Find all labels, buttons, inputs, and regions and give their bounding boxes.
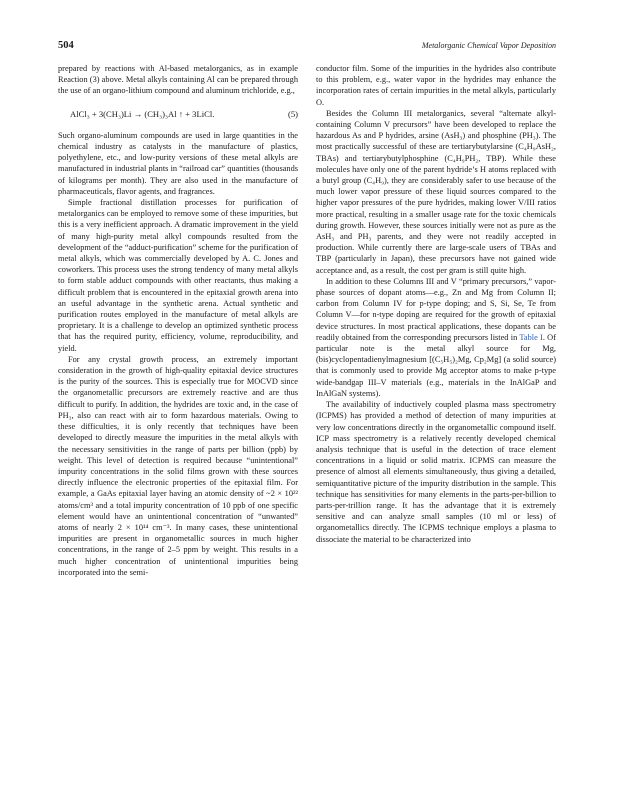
equation-number: (5): [287, 108, 298, 119]
equation-5: [70, 109, 298, 120]
table-i-link[interactable]: Table I: [519, 332, 543, 342]
paragraph: [316, 276, 556, 399]
paragraph: prepared by reactions with Al-based metalorganics, as in example Reaction (3) above. Metal alkyls containing Al can be prepared through the use of an organo-lithium compound and aluminum trichloride, e.g.,: [58, 64, 298, 96]
paragraph: Such organo-aluminum compounds are used in large quantities in the chemical industry as catalysts in the manufacture of plastics, polyethylene, etc., and low-purity versions of these metal alkyls are manufactured in industrial plants in “railroad car” quantities (thousands of kilograms per month). They are also used in the manufacture of pharmaceuticals, flavor agents, and fragrances.: [58, 130, 298, 196]
paragraph: Besides the Column III metalorganics, several “alternate alkyl-containing Column V precursors” have been developed to replace the hazardous As and P hydrides, arsine (AsH₃) and phosphine (PH₃). The most practically successful of these are tertiarybutylarsine (C₄H₉AsH₂, TBAs) and tertiarybutylphosphine (C₄H₉PH₂, TBP). While these molecules have only one of the parent hydride’s H atoms replaced with a butyl group (C₄H₉), they are considerably safer to use because of the much lower vapor pressure of these liquid sources compared to the higher vapor pressures of the pure hydrides, making lower V/III ratios more practical, resulting in a smaller usage rate for the toxic chemicals during growth. However, these sources initially were not as pure as the AsH₃ and PH₃ parents, and they were not readily accepted in production. While currently there are large-scale users of TBAs and TBP (particularly in Japan), these precursors have not gained wide acceptance and, as a result, the cost per gram is still quite high.: [316, 108, 556, 275]
paragraph-text: In addition to these Columns III and V “primary precursors,” vapor-phase sources of dopant atoms—e.g., Zn and Mg from Column II; carbon from Column IV for p-type doping; and S, Si, Se, Te from Column V—for n-type doping are required for the growth of epitaxial device structures. In most practical applications, these dopants can be readily obtained from the corresponding precursors listed in: [316, 276, 556, 342]
right-column: [316, 63, 556, 545]
running-title: Metalorganic Chemical Vapor Deposition: [421, 41, 556, 50]
left-column: [58, 63, 298, 578]
page-header: [58, 40, 556, 54]
paragraph-text: . Of particular note is the metal alkyl source for Mg, (bis)cyclopentadienylmagnesium [(C₅H₅)₂Mg, Cp₂Mg] (a solid source) that is commonly used to provide Mg acceptor atoms to make p-type wide-bandgap III–V materials (e.g., materials in the InAlGaP and InAlGaN systems).: [316, 332, 556, 398]
page-number: 504: [58, 40, 74, 51]
paragraph: The availability of inductively coupled plasma mass spectrometry (ICPMS) has provided a method of detection of many impurities at very low concentrations directly in the organometallic compound itself. ICP mass spectrometry is a relatively recently developed chemical analysis technique that is useful in the detection of trace element concentrations in a liquid or solid matrix. ICPMS can measure the presence of almost all elements simultaneously, thus giving a detailed, semiquantitative picture of the impurity distribution in the sample. This technique has sensitivities for many elements in the parts-per-billion to parts-per-trillion range. It has the advantage that it is extremely sensitive and can analyze small samples (10 ml or less) of organometallics directly. The ICPMS technique employs a plasma to dissociate the material to be characterized into: [316, 400, 556, 544]
paragraph: conductor film. Some of the impurities in the hydrides also contribute to this problem, e.g., water vapor in the hydrides may enhance the incorporation rates of certain impurities in the metal alkyls, particularly O.: [316, 64, 556, 107]
paragraph: For any crystal growth process, an extremely important consideration in the growth of high-quality epitaxial device structures is the purity of the sources. This is especially true for MOCVD since the organometallic precursors are extremely reactive and are thus difficult to purify. In addition, the hydrides are toxic and, in the case of PH₃, also can react with air to form hazardous materials. Owing to these difficulties, it is only recently that techniques have been developed to directly measure the impurities in the metal alkyls with the necessary sensitivities in the range of parts per billion (ppb) by weight. This level of detection is required because “unintentional” impurity concentrations in the solid films grown with these sources directly influence the electronic properties of the epitaxial film. For example, a GaAs epitaxial layer having an atomic density of ~2 × 10²² atoms/cm³ and a total impurity concentration of 10 ppb of one specific element would have an unintentional concentration of “unwanted” atoms of nearly 2 × 10¹⁴ cm⁻³. In many cases, these unintentional impurities are present in organometallic sources in much higher concentrations, in the range of 2–5 ppm by weight. This results in a much higher concentration of unintentional impurities being incorporated into the semi-: [58, 354, 298, 577]
equation-text: AlCl₃ + 3(CH₃)Li → (CH₃)₃Al ↑ + 3LiCl.: [70, 108, 215, 119]
paragraph: Simple fractional distillation processes for purification of metalorganics can be employed to remove some of these impurities, but this is a very inefficient approach. A dramatic improvement in the yield of many high-purity metal alkyl compounds resulted from the development of the “adduct-purification” scheme for the purification of metal alkyls, which was commercially developed by A. C. Jones and coworkers. This process uses the strong tendency of many metal alkyls to form stable adduct compounds with other reactants, thus making a difficult problem that is encountered in the epitaxial growth arena into an useful advantage in the synthetic arena. Actual synthetic and purification routes employed in the manufacture of metal alkyls are proprietary. It is a challenge to develop an optimized synthetic process that has the required purity, efficiency, volume, reproducibility, and yield.: [58, 198, 298, 353]
